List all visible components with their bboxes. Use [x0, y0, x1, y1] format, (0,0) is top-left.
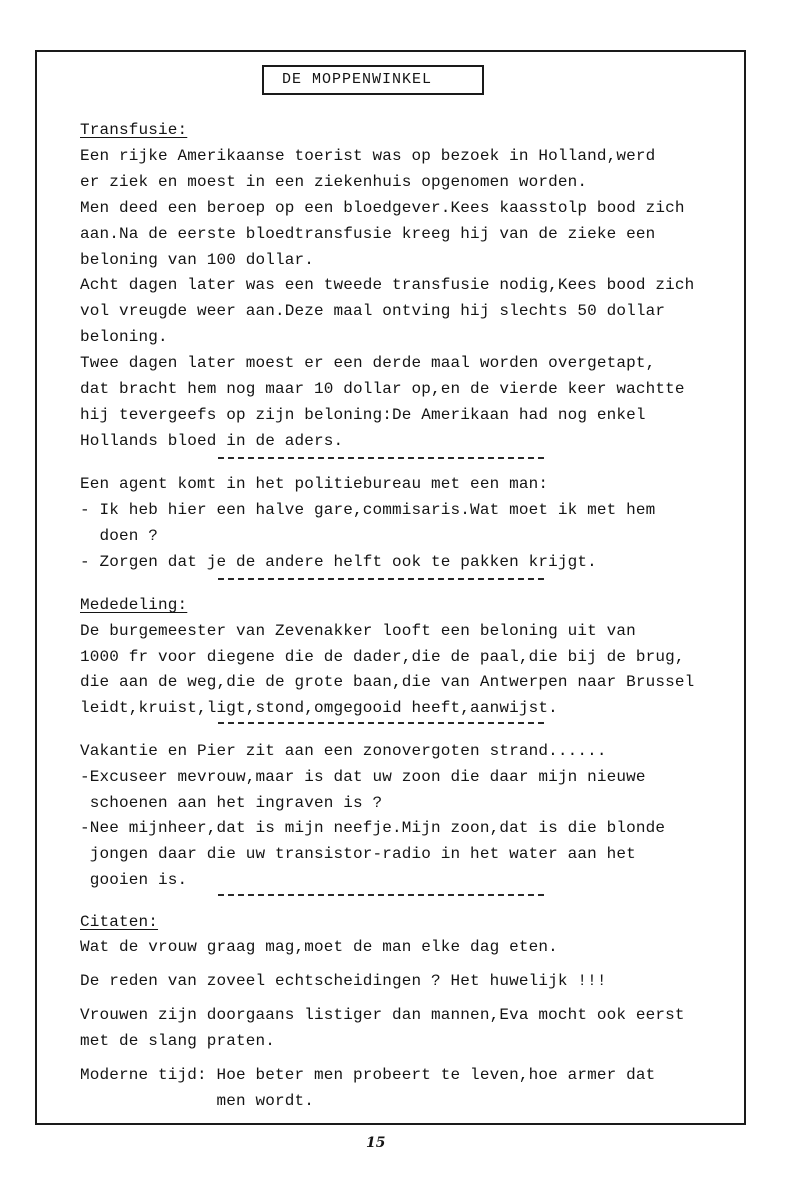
text-line: - Zorgen dat je de andere helft ook te pakken krijgt.: [80, 553, 597, 571]
section-heading-mededeling: Mededeling:: [80, 596, 188, 614]
section-divider: [218, 894, 544, 896]
text-line: Vrouwen zijn doorgaans listiger dan mannen,Eva mocht ook eerst: [80, 1006, 685, 1024]
text-line: Moderne tijd: Hoe beter men probeert te leven,hoe armer dat: [80, 1066, 656, 1084]
text-line: er ziek en moest in een ziekenhuis opgenomen worden.: [80, 173, 588, 191]
text-line: gooien is.: [80, 871, 188, 889]
text-line: -Nee mijnheer,dat is mijn neefje.Mijn zoon,dat is die blonde: [80, 819, 666, 837]
text-line: dat bracht hem nog maar 10 dollar op,en de vierde keer wachtte: [80, 380, 685, 398]
text-line: met de slang praten.: [80, 1032, 276, 1050]
section-divider: [218, 578, 544, 580]
text-line: Een agent komt in het politiebureau met een man:: [80, 475, 549, 493]
section-divider: [218, 457, 544, 459]
text-line: Hollands bloed in de aders.: [80, 432, 344, 450]
text-line: Wat de vrouw graag mag,moet de man elke dag eten.: [80, 938, 558, 956]
text-line: beloning.: [80, 328, 168, 346]
text-line: 1000 fr voor diegene die de dader,die de paal,die bij de brug,: [80, 648, 685, 666]
section-heading-transfusie: Transfusie:: [80, 121, 188, 139]
text-line: - Ik heb hier een halve gare,commisaris.Wat moet ik met hem: [80, 501, 656, 519]
text-line: doen ?: [80, 527, 159, 545]
section-heading-citaten: Citaten:: [80, 913, 159, 931]
text-line: De burgemeester van Zevenakker looft een beloning uit van: [80, 622, 636, 640]
text-line: die aan de weg,die de grote baan,die van Antwerpen naar Brussel: [80, 673, 695, 691]
text-line: aan.Na de eerste bloedtransfusie kreeg hij van de zieke een: [80, 225, 656, 243]
text-line: Acht dagen later was een tweede transfusie nodig,Kees bood zich: [80, 276, 695, 294]
text-line: hij tevergeefs op zijn beloning:De Amerikaan had nog enkel: [80, 406, 646, 424]
text-line: vol vreugde weer aan.Deze maal ontving hij slechts 50 dollar: [80, 302, 666, 320]
text-line: -Excuseer mevrouw,maar is dat uw zoon die daar mijn nieuwe: [80, 768, 646, 786]
text-line: Twee dagen later moest er een derde maal worden overgetapt,: [80, 354, 656, 372]
text-line: De reden van zoveel echtscheidingen ? Het huwelijk !!!: [80, 972, 607, 990]
text-line: Vakantie en Pier zit aan een zonovergoten strand......: [80, 742, 607, 760]
text-line: men wordt.: [80, 1092, 315, 1110]
section-divider: [218, 722, 544, 724]
page-title: DE MOPPENWINKEL: [262, 65, 484, 95]
text-line: Men deed een beroep op een bloedgever.Kees kaasstolp bood zich: [80, 199, 685, 217]
page-number: 15: [366, 1135, 386, 1151]
text-line: jongen daar die uw transistor-radio in het water aan het: [80, 845, 636, 863]
text-line: schoenen aan het ingraven is ?: [80, 794, 383, 812]
text-line: beloning van 100 dollar.: [80, 251, 315, 269]
text-line: Een rijke Amerikaanse toerist was op bezoek in Holland,werd: [80, 147, 656, 165]
text-line: leidt,kruist,ligt,stond,omgegooid heeft,aanwijst.: [80, 699, 558, 717]
